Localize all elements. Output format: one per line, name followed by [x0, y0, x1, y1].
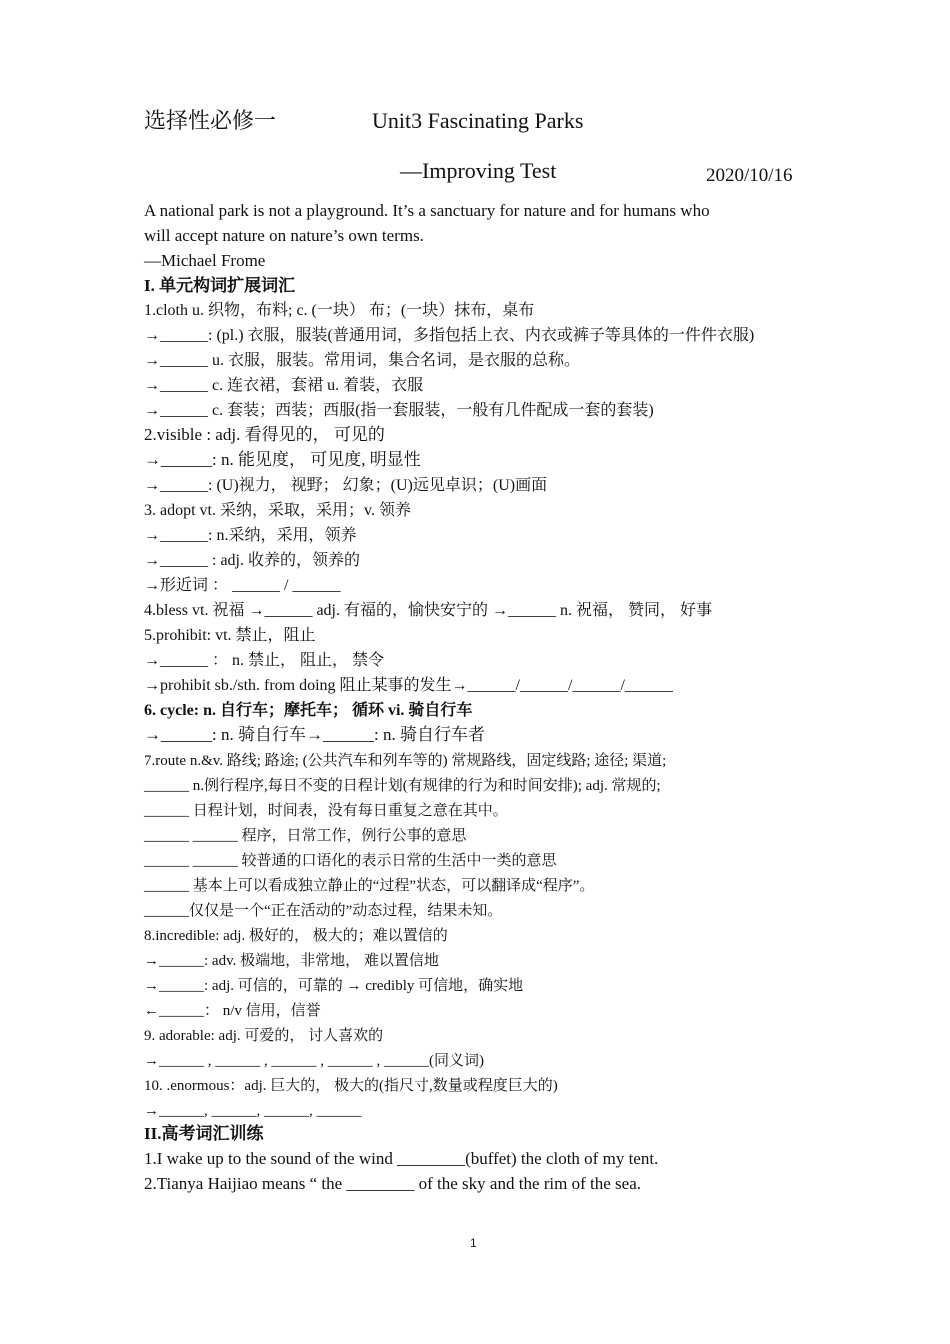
vocab-line: →______: (pl.) 衣服，服装(普通用词，多指包括上衣、内衣或裤子等具体的一件件衣服): [144, 327, 755, 344]
vocab-line: 7.route n.&v. 路线; 路途; (公共汽车和列车等的) 常规路线，固定线路; 途径; 渠道;: [144, 753, 667, 769]
vocab-line: 8.incredible: adj. 极好的， 极大的；难以置信的: [144, 928, 448, 944]
vocab-line: ______ ______ 程序，日常工作，例行公事的意思: [144, 828, 467, 844]
vocab-line: →______ u. 衣服，服装。常用词，集合名词，是衣服的总称。: [144, 352, 581, 369]
vocab-line: ______ ______ 较普通的口语化的表示日常的生活中一类的意思: [144, 853, 557, 869]
vocab-line: →prohibit sb./sth. from doing 阻止某事的发生→______/______/______/______: [144, 677, 673, 694]
vocab-line: 1.cloth u. 织物，布料; c. (一块） 布；(一块）抹布，桌布: [144, 302, 535, 319]
vocab-line: →______: n. 骑自行车→______: n. 骑自行车者: [144, 725, 485, 744]
page-number: 1: [470, 1236, 477, 1250]
vocab-line: ←______： n/v 信用，信誉: [144, 1003, 321, 1019]
vocab-line: 10. .enormous：adj. 巨大的， 极大的(指尺寸,数量或程度巨大的): [144, 1078, 558, 1094]
vocab-line: →______ : adj. 收养的，领养的: [144, 552, 360, 569]
vocab-line: 6. cycle: n. 自行车；摩托车； 循环 vi. 骑自行车: [144, 702, 473, 719]
vocab-line: ______ 日程计划，时间表，没有每日重复之意在其中。: [144, 803, 508, 819]
vocab-line: 4.bless vt. 祝福 →______ adj. 有福的，愉快安宁的 →______ n. 祝福， 赞同， 好事: [144, 602, 712, 619]
exercise-line: 1.I wake up to the sound of the wind ________(buffet) the cloth of my tent.: [144, 1149, 659, 1168]
vocab-line: →______: adj. 可信的，可靠的 → credibly 可信地，确实地: [144, 978, 524, 994]
unit-title: Unit3 Fascinating Parks: [372, 108, 584, 133]
vocab-line: 9. adorable: adj. 可爱的， 讨人喜欢的: [144, 1028, 384, 1044]
vocab-line: →______ ： n. 禁止， 阻止， 禁令: [144, 652, 385, 669]
quote-line: will accept nature on nature’s own terms.: [144, 226, 424, 245]
vocab-line: →______ c. 连衣裙，套裙 u. 着装，衣服: [144, 377, 424, 394]
vocab-line: →形近词 ： ______ / ______: [144, 577, 341, 594]
section-heading: II.高考词汇训练: [144, 1124, 264, 1143]
exercise-line: 2.Tianya Haijiao means “ the ________ of the sky and the rim of the sea.: [144, 1174, 641, 1193]
vocab-line: →______: adv. 极端地，非常地， 难以置信地: [144, 953, 439, 969]
vocab-line: ______仅仅是一个“正在活动的”动态过程，结果未知。: [144, 903, 503, 919]
vocab-line: →______, ______, ______, ______: [144, 1103, 362, 1119]
subtitle: —Improving Test: [400, 158, 557, 183]
course-title: 选择性必修一: [144, 108, 277, 133]
vocab-line: →______ c. 套装；西装；西服(指一套服装，一般有几件配成一套的套装): [144, 402, 654, 419]
quote-line: A national park is not a playground. It’s a sanctuary for nature and for humans who: [144, 201, 710, 220]
vocab-line: →______: n. 能见度， 可见度, 明显性: [144, 450, 421, 469]
vocab-line: ______ 基本上可以看成独立静止的“过程”状态，可以翻译成“程序”。: [144, 878, 595, 894]
section-heading: I. 单元构词扩展词汇: [144, 276, 296, 295]
vocab-line: →______: (U)视力， 视野； 幻象；(U)远见卓识；(U)画面: [144, 477, 548, 494]
vocab-line: 5.prohibit: vt. 禁止，阻止: [144, 627, 316, 644]
vocab-line: 3. adopt vt. 采纳，采取，采用；v. 领养: [144, 502, 411, 519]
vocab-line: 2.visible : adj. 看得见的， 可见的: [144, 425, 385, 444]
quote-author: —Michael Frome: [144, 251, 266, 270]
vocab-line: →______ , ______ , ______ , ______ , ______(同义词): [144, 1053, 484, 1069]
vocab-line: →______: n.采纳，采用，领养: [144, 527, 357, 544]
vocab-line: ______ n.例行程序,每日不变的日程计划(有规律的行为和时间安排); adj. 常规的;: [144, 778, 661, 794]
date: 2020/10/16: [706, 165, 793, 186]
